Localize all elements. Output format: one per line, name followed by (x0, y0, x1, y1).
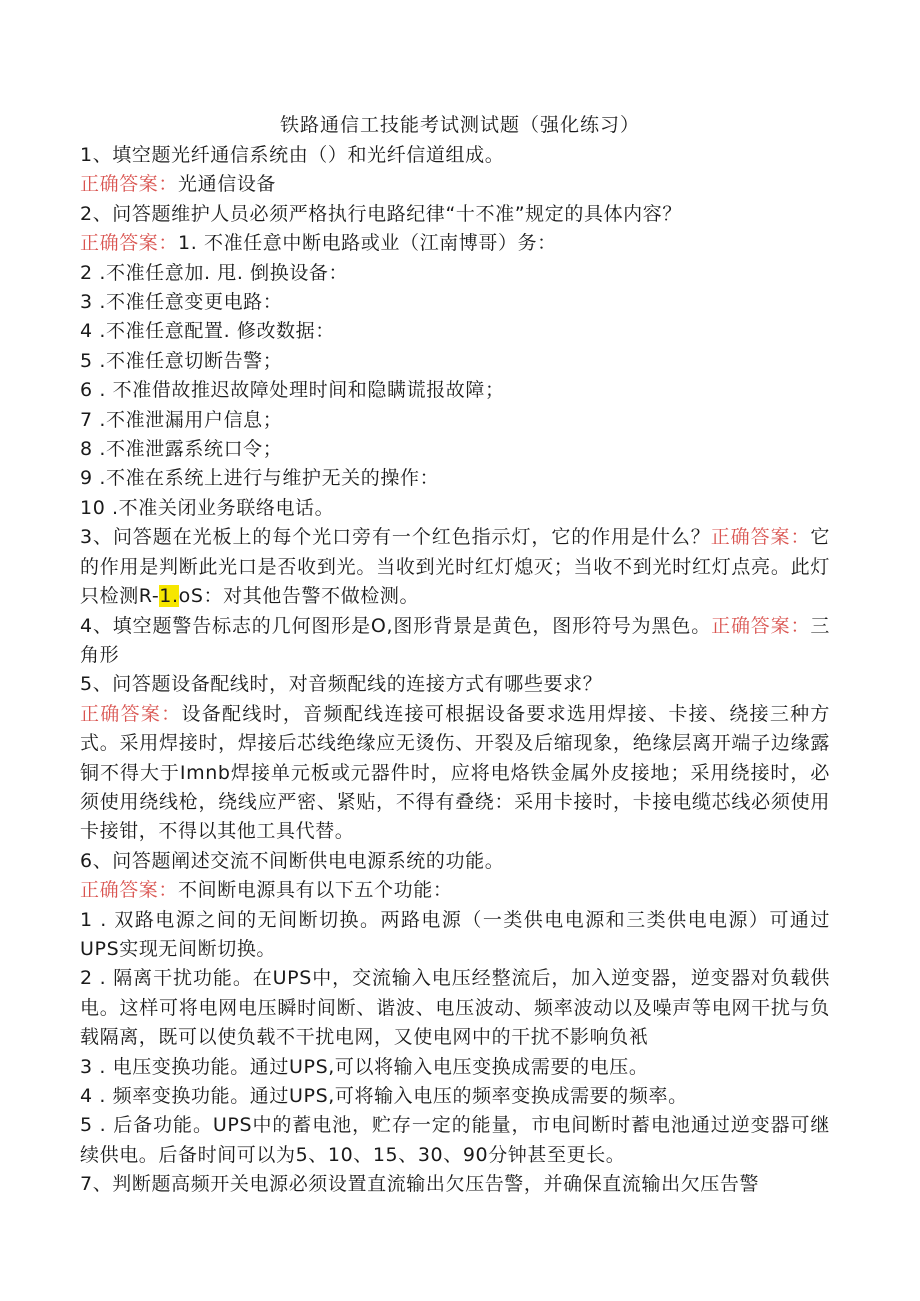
list-item: 5 .不准任意切断告警； (80, 349, 283, 372)
document-title: 铁路通信工技能考试测试题（强化练习） (279, 114, 640, 136)
answer-2 (80, 229, 830, 258)
list-item: 9 .不准在系统上进行与维护无关的操作： (80, 467, 440, 490)
list-item: 3 .不准任意变更电路： (80, 291, 283, 314)
answer-label: 正确答案： (80, 173, 179, 196)
answer-5-text: 设备配线时，音频配线连接可根据设备要求选用焊接、卡接、绕接三种方式。采用焊接时，焊接后芯线绝缘应无烫伤、开裂及后缩现象，绝缘层离开端子边缘露铜不得大于Imnb焊接单元板或元器件时，应将电烙铁金属外皮接地；采用绕接时，必须使用绕线枪，绕线应严密、紧贴，不得有叠绕：采用卡接时，卡接电缆芯线必须使用卡接钳，不得以其他工具代替。 (80, 702, 830, 843)
list-item: 3 . 电压变换功能。通过UPS,可以将输入电压变换成需要的电压。 (80, 1055, 649, 1078)
question-4 (80, 612, 830, 671)
question-1: 1、填空题光纤通信系统由（）和光纤信道组成。 (80, 144, 505, 166)
question-3 (80, 523, 830, 611)
list-item: 8 .不准泄露系统口令； (80, 438, 283, 461)
list-item: 2 . 隔离干扰功能。在UPS中，交流输入电压经整流后，加入逆变器，逆变器对负载供电。这样可将电网电压瞬时间断、谐波、电压波动、频率波动以及噪声等电网干扰与负载隔离，既可以使负载不干扰电网，又使电网中的干扰不影响负衹 (80, 967, 830, 1049)
list-item: 4 .不准任意配置. 修改数据： (80, 320, 335, 343)
list-item: 1 . 双路电源之间的无间断切换。两路电源（一类供电电源和三类供电电源）可通过UPS实现无间断切换。 (80, 908, 830, 960)
document-body (80, 141, 830, 1200)
question-7: 7、判断题高频开关电源必须设置直流输出欠压告警，并确保直流输出欠压告警 (80, 1173, 760, 1196)
answer-1 (80, 170, 830, 199)
list-item: 5 . 后备功能。UPS中的蓄电池，贮存一定的能量，市电间断时蓄电池通过逆变器可继续供电。后备时间可以为5、10、15、30、90分钟甚至更长。 (80, 1114, 830, 1166)
highlighted-text: 1. (159, 585, 179, 608)
question-2: 2、问答题维护人员必须严格执行电路纪律“十不准”规定的具体内容？ (80, 202, 682, 225)
question-5: 5、问答题设备配线时，对音频配线的连接方式有哪些要求？ (80, 673, 603, 696)
question-4-text: 4、填空题警告标志的几何图形是O,图形背景是黄色，图形符号为黑色。 (80, 614, 712, 637)
question-6: 6、问答题阐述交流不间断供电电源系统的功能。 (80, 849, 505, 872)
answer-4-text: 三角形 (80, 614, 830, 666)
answer-label: 正确答案： (80, 702, 182, 725)
list-item: 7 .不准泄漏用户信息； (80, 408, 283, 431)
answer-label: 正确答案： (80, 232, 179, 255)
answer-6-text: 不间断电源具有以下五个功能： (178, 879, 453, 902)
list-item: 10 .不准关闭业务联络电话。 (80, 496, 335, 519)
answer-label: 正确答案： (80, 879, 179, 902)
answer-label: 正确答案： (710, 526, 811, 549)
question-3-text: 3、问答题在光板上的每个光口旁有一个红色指示灯，它的作用是什么？ (80, 526, 711, 549)
answer-3-text-end: oS：对其他告警不做检测。 (178, 585, 420, 608)
answer-2-text: 1. 不准任意中断电路或业（江南博哥）务： (178, 232, 557, 255)
answer-6 (80, 876, 830, 905)
answer-5 (80, 700, 830, 847)
list-item: 4 . 频率变换功能。通过UPS,可将输入电压的频率变换成需要的频率。 (80, 1085, 688, 1107)
list-item: 6 . 不准借故推迟故障处理时间和隐瞒谎报故障； (80, 379, 505, 402)
answer-label: 正确答案： (711, 614, 811, 637)
answer-1-text: 光通信设备 (178, 173, 277, 196)
answer-3-text: 它的作用是判断此光口是否收到光。当收到光时红灯熄灭；当收不到光时红灯点亮。此灯只检测R- (80, 526, 830, 608)
list-item: 2 .不准任意加. 甩. 倒换设备： (80, 261, 349, 284)
